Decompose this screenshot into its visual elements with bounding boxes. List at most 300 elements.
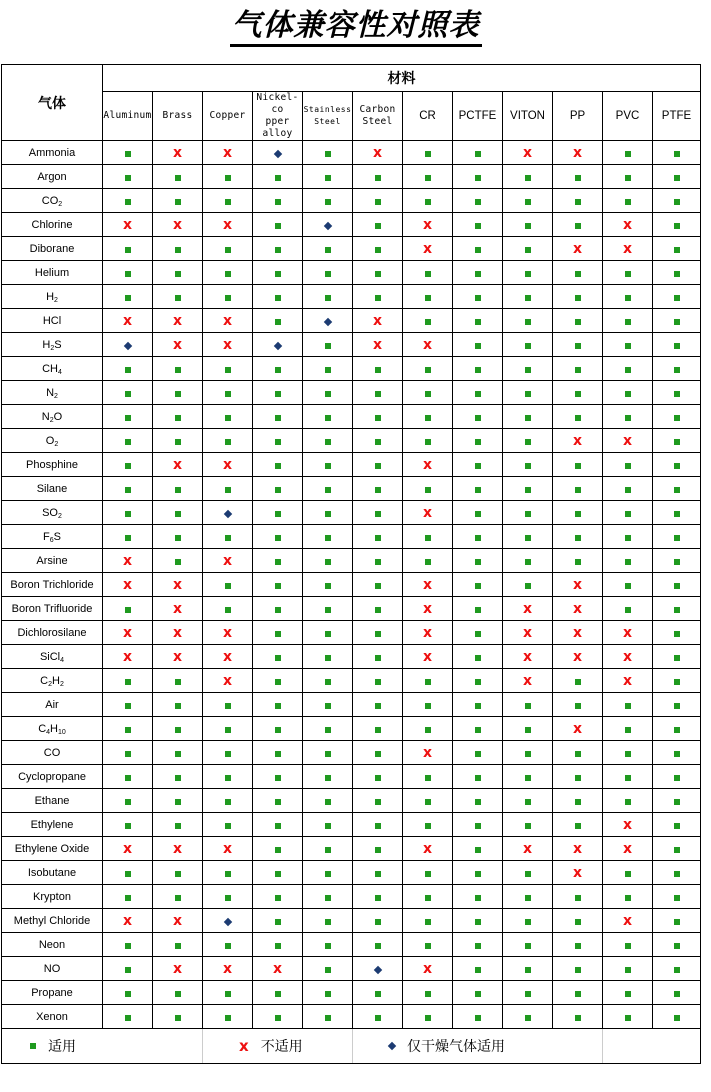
suitable-mark [125, 607, 131, 613]
table-row [2, 645, 701, 669]
compat-cell [203, 957, 253, 981]
suitable-mark [625, 943, 631, 949]
suitable-mark [674, 871, 680, 877]
suitable-mark [525, 247, 531, 253]
suitable-mark [475, 439, 481, 445]
compat-cell [253, 429, 303, 453]
suitable-mark [425, 895, 431, 901]
gas-name [2, 285, 103, 309]
compat-cell [503, 813, 553, 837]
material-column-header [303, 92, 353, 141]
compat-cell [203, 813, 253, 837]
suitable-mark [325, 679, 331, 685]
compat-cell [503, 405, 553, 429]
compat-cell [103, 861, 153, 885]
suitable-mark [275, 199, 281, 205]
not-suitable-mark: x [622, 816, 633, 833]
compat-cell [203, 333, 253, 357]
compat-cell [453, 621, 503, 645]
not-suitable-mark: x [172, 336, 183, 353]
suitable-mark [375, 175, 381, 181]
compat-cell [203, 285, 253, 309]
suitable-mark [275, 703, 281, 709]
suitable-mark [225, 271, 231, 277]
suitable-mark [275, 847, 281, 853]
gas-name-part: Ethylene [30, 818, 74, 831]
suitable-mark [525, 967, 531, 973]
compat-cell [253, 789, 303, 813]
gas-name-part: H [46, 290, 55, 303]
suitable-mark [525, 439, 531, 445]
suitable-mark [225, 295, 231, 301]
compat-cell [603, 165, 653, 189]
not-suitable-mark: x [572, 600, 583, 617]
suitable-mark [325, 631, 331, 637]
gas-name [2, 405, 103, 429]
suitable-mark [425, 775, 431, 781]
compat-cell [553, 261, 603, 285]
gas-name [2, 741, 103, 765]
suitable-mark [425, 199, 431, 205]
suitable-mark [575, 1015, 581, 1021]
compat-cell [653, 765, 701, 789]
compat-cell [253, 957, 303, 981]
material-name-line: Brass [162, 110, 193, 121]
suitable-mark [425, 679, 431, 685]
suitable-mark [125, 775, 131, 781]
compat-cell [153, 381, 203, 405]
compat-cell [203, 405, 253, 429]
suitable-mark [275, 559, 281, 565]
compat-cell [203, 573, 253, 597]
suitable-mark [625, 367, 631, 373]
compat-cell [453, 957, 503, 981]
suitable-mark [125, 799, 131, 805]
gas-name-part: Ethane [34, 794, 70, 807]
suitable-mark [225, 727, 231, 733]
compat-cell [103, 453, 153, 477]
compat-cell [103, 693, 153, 717]
legend-no [203, 1029, 353, 1064]
suitable-mark [475, 655, 481, 661]
compat-cell [603, 693, 653, 717]
suitable-mark [325, 751, 331, 757]
compat-cell [303, 933, 353, 957]
compat-cell [353, 621, 403, 645]
suitable-mark [325, 247, 331, 253]
suitable-mark [525, 391, 531, 397]
compat-cell [453, 213, 503, 237]
compat-cell [103, 477, 153, 501]
compat-cell [203, 309, 253, 333]
gas-name-part: F [43, 530, 50, 543]
compat-cell [203, 741, 253, 765]
compat-cell [503, 381, 553, 405]
compat-cell [253, 645, 303, 669]
compat-cell [503, 957, 553, 981]
suitable-mark [525, 775, 531, 781]
suitable-mark [525, 799, 531, 805]
suitable-mark [425, 295, 431, 301]
suitable-mark [575, 775, 581, 781]
compat-cell [253, 405, 303, 429]
gas-name [2, 981, 103, 1005]
suitable-mark [325, 583, 331, 589]
suitable-mark [275, 487, 281, 493]
compat-cell [203, 453, 253, 477]
gas-name [2, 477, 103, 501]
material-name-line: Nickel-co [256, 92, 299, 115]
table-row [2, 741, 701, 765]
compat-cell [153, 405, 203, 429]
compat-cell [203, 141, 253, 165]
material-name-line: Carbon [359, 104, 396, 115]
gas-name-part: Chlorine [31, 218, 73, 231]
compat-cell [103, 597, 153, 621]
suitable-mark [475, 223, 481, 229]
compat-cell [553, 429, 603, 453]
compat-cell [503, 333, 553, 357]
compat-cell [403, 621, 453, 645]
suitable-mark [674, 847, 680, 853]
not-suitable-mark: x [172, 312, 183, 329]
compat-cell [603, 909, 653, 933]
gas-name-part: Cyclopropane [18, 770, 86, 783]
gas-name [2, 261, 103, 285]
not-suitable-mark: x [122, 840, 133, 857]
not-suitable-mark: x [122, 912, 133, 929]
suitable-mark [525, 991, 531, 997]
suitable-mark [525, 319, 531, 325]
suitable-mark [525, 199, 531, 205]
compat-cell [403, 525, 453, 549]
compat-cell [153, 837, 203, 861]
compat-cell [553, 381, 603, 405]
not-suitable-mark: x [572, 720, 583, 737]
compat-cell [153, 957, 203, 981]
compat-cell [503, 573, 553, 597]
compat-cell [453, 645, 503, 669]
suitable-mark [575, 943, 581, 949]
suitable-mark [625, 895, 631, 901]
suitable-mark [125, 199, 131, 205]
gas-name-part: Isobutane [27, 866, 77, 879]
suitable-mark [125, 751, 131, 757]
suitable-mark [325, 799, 331, 805]
compat-cell [453, 693, 503, 717]
suitable-mark [125, 487, 131, 493]
gas-subscript: 2 [49, 416, 54, 424]
gas-name-part: NO [43, 962, 61, 975]
compat-cell [553, 693, 603, 717]
gas-subscript: 2 [54, 296, 58, 304]
compat-cell [453, 981, 503, 1005]
suitable-mark [674, 415, 680, 421]
compat-cell [303, 549, 353, 573]
compat-cell [553, 501, 603, 525]
not-suitable-mark: x [422, 456, 433, 473]
compat-cell [353, 981, 403, 1005]
suitable-mark [375, 487, 381, 493]
gas-name-part: S [54, 338, 62, 351]
suitable-mark [674, 631, 680, 637]
gas-name [2, 717, 103, 741]
suitable-mark [625, 1015, 631, 1021]
suitable-mark [225, 751, 231, 757]
gas-name-part: Xenon [36, 1010, 68, 1023]
suitable-mark [525, 559, 531, 565]
compat-cell [503, 501, 553, 525]
compat-cell [603, 237, 653, 261]
suitable-mark [375, 703, 381, 709]
compat-cell [403, 933, 453, 957]
suitable-mark [175, 799, 181, 805]
compat-cell [553, 525, 603, 549]
compat-cell [103, 501, 153, 525]
suitable-mark [375, 415, 381, 421]
not-suitable-mark: x [172, 624, 183, 641]
suitable-mark [625, 607, 631, 613]
compat-cell [153, 645, 203, 669]
suitable-mark [425, 319, 431, 325]
suitable-mark [525, 295, 531, 301]
suitable-mark [375, 991, 381, 997]
suitable-mark [525, 271, 531, 277]
suitable-mark [575, 751, 581, 757]
suitable-mark [275, 607, 281, 613]
suitable-mark [475, 343, 481, 349]
not-suitable-mark: x [222, 216, 233, 233]
not-suitable-mark: x [172, 648, 183, 665]
compat-cell [553, 981, 603, 1005]
compat-cell [503, 741, 553, 765]
compat-cell [253, 501, 303, 525]
compat-cell [603, 357, 653, 381]
suitable-mark [475, 799, 481, 805]
material-column-header [203, 92, 253, 141]
compat-cell [453, 885, 503, 909]
compat-cell [253, 357, 303, 381]
compat-cell [153, 717, 203, 741]
gas-name [2, 957, 103, 981]
suitable-mark [625, 559, 631, 565]
compat-cell [503, 357, 553, 381]
suitable-mark [475, 895, 481, 901]
not-suitable-mark: x [422, 336, 433, 353]
compat-cell [453, 909, 503, 933]
compat-cell [303, 573, 353, 597]
compat-cell [203, 693, 253, 717]
suitable-mark [275, 727, 281, 733]
suitable-mark [375, 655, 381, 661]
compat-cell [203, 477, 253, 501]
gas-name [2, 765, 103, 789]
gas-name [2, 1005, 103, 1029]
compat-cell [403, 165, 453, 189]
compat-cell [303, 357, 353, 381]
not-suitable-mark: x [572, 576, 583, 593]
suitable-mark [125, 463, 131, 469]
suitable-mark [575, 223, 581, 229]
suitable-mark [475, 679, 481, 685]
compat-cell [353, 885, 403, 909]
compat-cell [603, 189, 653, 213]
suitable-mark [275, 583, 281, 589]
suitable-mark [375, 727, 381, 733]
gas-name-part: N [41, 410, 50, 423]
compat-cell [303, 333, 353, 357]
compat-cell [303, 957, 353, 981]
material-name-line: alloy [262, 128, 293, 139]
suitable-mark [674, 367, 680, 373]
suitable-mark [225, 247, 231, 253]
gas-name-part: Methyl Chloride [13, 914, 91, 927]
suitable-mark [525, 943, 531, 949]
suitable-mark [625, 991, 631, 997]
suitable-mark [325, 151, 331, 157]
material-name-line: PVC [615, 110, 640, 122]
compat-cell [153, 933, 203, 957]
compat-cell [553, 933, 603, 957]
not-suitable-mark: x [522, 648, 533, 665]
suitable-mark [225, 415, 231, 421]
suitable-mark [375, 775, 381, 781]
suitable-mark [674, 463, 680, 469]
compat-cell [353, 549, 403, 573]
material-column-header [253, 92, 303, 141]
suitable-mark [525, 463, 531, 469]
compat-cell [403, 861, 453, 885]
compat-cell [453, 717, 503, 741]
suitable-mark [175, 751, 181, 757]
compat-cell [653, 909, 701, 933]
suitable-mark [575, 463, 581, 469]
compat-cell [453, 501, 503, 525]
suitable-mark [575, 487, 581, 493]
suitable-mark [325, 727, 331, 733]
suitable-mark [625, 343, 631, 349]
compat-cell [653, 405, 701, 429]
not-suitable-mark: x [222, 312, 233, 329]
suitable-mark [225, 175, 231, 181]
suitable-mark [575, 967, 581, 973]
suitable-mark [425, 799, 431, 805]
compat-cell [203, 717, 253, 741]
suitable-mark [425, 943, 431, 949]
compat-cell [303, 885, 353, 909]
table-row [2, 573, 701, 597]
suitable-mark [225, 823, 231, 829]
suitable-mark [125, 943, 131, 949]
compat-cell [153, 525, 203, 549]
suitable-mark [225, 991, 231, 997]
suitable-mark [425, 1015, 431, 1021]
suitable-mark [125, 391, 131, 397]
compat-cell [303, 645, 353, 669]
compat-cell [253, 525, 303, 549]
suitable-mark [575, 511, 581, 517]
suitable-mark [225, 895, 231, 901]
suitable-mark [475, 463, 481, 469]
compat-cell [403, 333, 453, 357]
suitable-mark [325, 775, 331, 781]
table-row [2, 693, 701, 717]
suitable-mark [175, 727, 181, 733]
gas-subscript: 2 [54, 392, 58, 400]
suitable-mark [575, 367, 581, 373]
suitable-mark [225, 391, 231, 397]
compat-cell [553, 957, 603, 981]
dry-only-mark [388, 1042, 396, 1050]
not-suitable-mark: x [172, 960, 183, 977]
suitable-mark [425, 391, 431, 397]
suitable-mark [674, 823, 680, 829]
suitable-mark [575, 295, 581, 301]
compat-cell [353, 789, 403, 813]
compat-cell [603, 501, 653, 525]
compat-cell [303, 861, 353, 885]
compat-cell [103, 405, 153, 429]
compat-cell [603, 573, 653, 597]
compat-cell [303, 741, 353, 765]
not-suitable-mark: x [222, 960, 233, 977]
compat-cell [403, 309, 453, 333]
compat-cell [453, 189, 503, 213]
compat-cell [253, 189, 303, 213]
suitable-mark [325, 1015, 331, 1021]
suitable-mark [325, 871, 331, 877]
gas-name [2, 141, 103, 165]
compat-cell [603, 477, 653, 501]
compat-cell [403, 1005, 453, 1029]
suitable-mark [375, 199, 381, 205]
suitable-mark [225, 583, 231, 589]
compat-cell [603, 381, 653, 405]
page-title [0, 8, 711, 44]
suitable-mark [475, 607, 481, 613]
suitable-mark [475, 175, 481, 181]
material-column-header [103, 92, 153, 141]
compat-cell [553, 645, 603, 669]
gas-name-part: N [46, 386, 55, 399]
gas-name-part: SiCl [39, 650, 61, 663]
suitable-mark [525, 895, 531, 901]
suitable-mark [175, 247, 181, 253]
compat-cell [453, 813, 503, 837]
suitable-mark [575, 679, 581, 685]
not-suitable-mark: x [622, 624, 633, 641]
gas-name [2, 813, 103, 837]
suitable-mark [275, 991, 281, 997]
suitable-mark [625, 463, 631, 469]
gas-name [2, 213, 103, 237]
suitable-mark [325, 343, 331, 349]
compat-cell [453, 429, 503, 453]
compat-cell [453, 309, 503, 333]
suitable-mark [125, 967, 131, 973]
compat-cell [503, 477, 553, 501]
gas-name-part: HCl [42, 314, 62, 327]
compat-cell [103, 1005, 153, 1029]
not-suitable-mark: x [622, 912, 633, 929]
table-row [2, 837, 701, 861]
suitable-mark [275, 895, 281, 901]
suitable-mark [674, 1015, 680, 1021]
compat-cell [253, 717, 303, 741]
suitable-mark [425, 439, 431, 445]
compat-cell [503, 429, 553, 453]
suitable-mark [225, 871, 231, 877]
